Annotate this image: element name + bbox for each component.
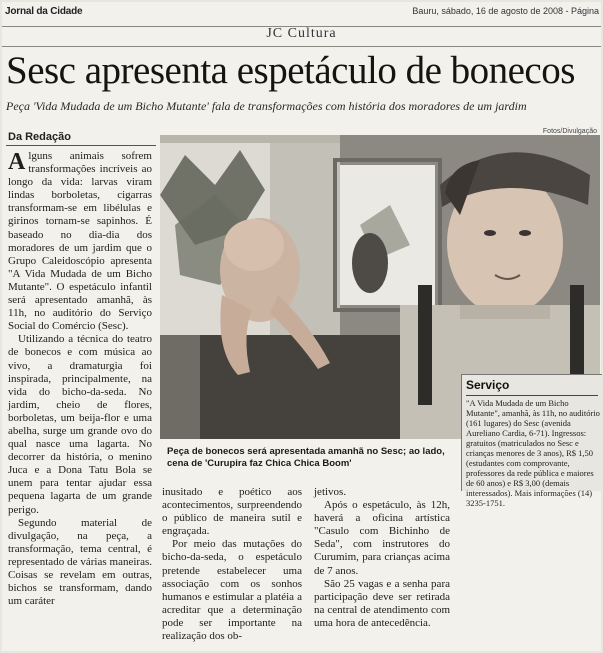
photo-caption: Peça de bonecos será apresentada amanhã no Sesc; ao lado, cena de 'Curupira faz Chica Chica Boom' bbox=[167, 446, 445, 469]
paragraph-7: Após o espetáculo, às 12h, haverá a oficina artística "Casulo com Bichinho de Seda", com instrutores do Curumim, para crianças acima de 7 anos. bbox=[314, 499, 450, 577]
paragraph-2: Utilizando a técnica do teatro de bonecos e com música ao vivo, a dramaturgia foi inspirada, principalmente, na vida do bicho-da-seda. No jardim, cheio de flores, borboletas, um beija-flor e uma abelha, surge um grande ovo do qual nasce uma lagarta. No decorrer da história, o menino Juca e a Dona Tatu Bola se unem para tentar ajudar essa pequena lagarta de um grande perigo. bbox=[8, 333, 152, 516]
section-title: JC Cultura bbox=[266, 26, 337, 41]
paragraph-4: inusitado e poético aos acontecimentos, surpreendendo o público de maneira sutil e engraçada. bbox=[162, 486, 302, 538]
service-box-title: Serviço bbox=[466, 378, 510, 392]
article-column-2 bbox=[162, 486, 302, 643]
article-column-1 bbox=[8, 150, 152, 608]
paragraph-1 bbox=[8, 150, 152, 333]
headline: Sesc apresenta espetáculo de bonecos bbox=[6, 49, 575, 92]
newspaper-logo: Jornal da Cidade bbox=[5, 6, 83, 17]
page-header bbox=[2, 2, 601, 27]
section-divider bbox=[2, 46, 601, 47]
paragraph-3: Segundo material de divulgação, na peça, a transformação, tema central, é representado de várias maneiras. Coisas se revelam em outras, bichos se transformam, dando um caráter bbox=[8, 516, 152, 608]
service-info-box bbox=[461, 374, 602, 508]
paragraph-6: jetivos. bbox=[314, 486, 347, 498]
photo-credit: Fotos/Divulgação bbox=[542, 128, 597, 135]
paragraph-5: Por meio das mutações do bicho-da-seda, o espetáculo pretende estabelecer uma associação com os sonhos humanos e estimular a platéia a acreditar que a determinação pode ser importante na realização dos ob- bbox=[162, 538, 302, 643]
service-box-divider bbox=[466, 395, 598, 396]
paragraph-1-text: lguns animais sofrem transformações incríveis ao longo da vida: larvas viram lindas borboletas, cigarras transformam-se em libélulas e girinos tornam-se sapinhos. É baseado no dia-dia dos moradores de um jardim que o Grupo Caleidoscópio apresenta "A Vida Mudada de um Bicho Mutante". O espetáculo infantil será apresentado amanhã, às 11h, no auditório do Serviço Social do Comércio (Sesc). bbox=[8, 150, 152, 333]
drop-cap: A bbox=[8, 149, 26, 175]
paragraph-8: São 25 vagas e a senha para participação deve ser retirada na central de atendimento com uma hora de antecedência. bbox=[314, 577, 450, 629]
subheadline: Peça 'Vida Mudada de um Bicho Mutante' fala de transformações com história dos moradores de um jardim bbox=[6, 99, 527, 113]
byline: Da Redação bbox=[8, 131, 71, 143]
service-box-text: "A Vida Mudada de um Bicho Mutante", amanhã, às 11h, no auditório (161 lugares) do Sesc (avenida Aureliano Cardia, 6-71). Ingressos: gratuitos (matriculados no Sesc e crianças menores de 3 anos), R$ 1,50 (estudantes com comprovante, professores da rede pública e maiores de 60 anos) e R$ 3,00 (demais interessados). Mais informações (14) 3235-1751. bbox=[466, 398, 600, 508]
byline-divider bbox=[6, 145, 156, 146]
dateline: Bauru, sábado, 16 de agosto de 2008 - Página bbox=[412, 6, 599, 16]
newspaper-page bbox=[2, 2, 601, 651]
article-column-3 bbox=[314, 486, 450, 630]
